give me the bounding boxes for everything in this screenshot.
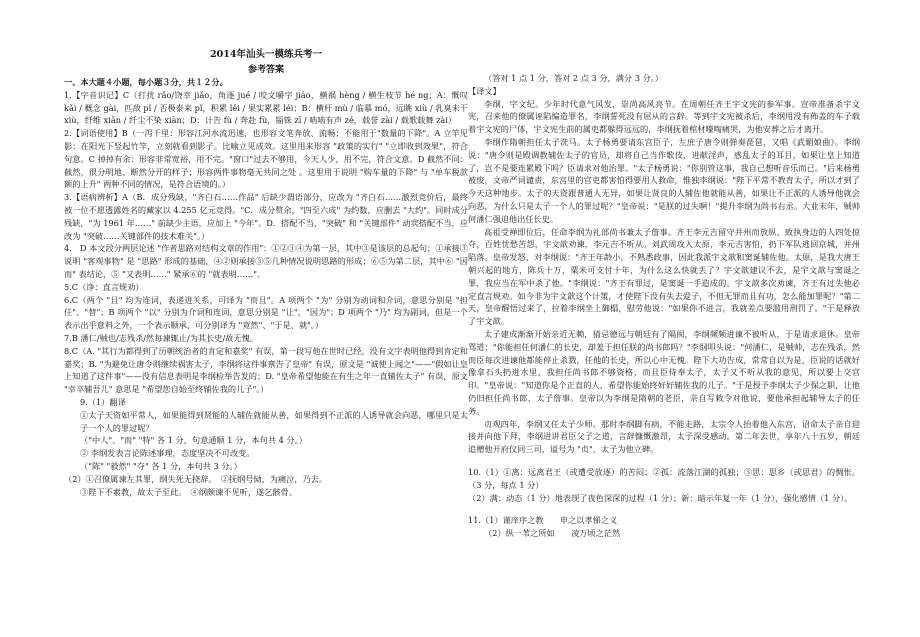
right-paragraph: 高祖受禅即位后，任命李纲为礼部尚书兼太子詹事。齐王李元吉留守并州而放纵，致执身边的人四处掠夺，百姓忧愁苦怨，宇文歆劝谏，李元吉不听从。刘武周攻入太原，李元吉害怕，扔下军队逃回京城，并州陷落。皇帝发怒，对李纲说："齐王年龄小，不熟悉政事，因此我派宇文歆和窦诞辅佐他。太原，是我大唐王朝兴起的地方，陈兵十万，粟米可支付十年，为什么这么快就丢了？宇文歆建议不去，是宇文歆与窦诞之罪，我应当在军中杀了他。"李纲说："齐王有罪过，是窦诞一手造成的。宇文歆多次劝谏，齐王有过失他必定直言规劝。如今非为宇文歆这个计策，才使陛下没有失去爱子，不但无罪而且有功，怎么能加罪呢？"第二天，皇帝醒悟过来了，拉着李纲坐上御榻，慰劳他说："如果你不进言，我就差点要滥用刑罚了。"于是释放了宇文歆。 [468, 226, 860, 327]
left-paragraph: 9.（1）翻译 [80, 396, 126, 407]
right-paragraph: （答对 1 点 1 分，答对 2 点 3 分，满分 3 分。） [484, 73, 663, 83]
right-paragraph: （2）纵一苇之所如 凌万顷之茫然 [484, 528, 621, 539]
left-paragraph: 7.B 潘仁/贼也/志残杀/然每谏辄止/为其长史/故无愧。 [64, 332, 258, 343]
page-subtitle: 参考答案 [247, 65, 284, 75]
right-paragraph: （2）满：动态（1 分）地表现了夜色深深的过程（1 分）；新：暗示年复一年（1 分），强化感情（1 分）。 [468, 492, 853, 503]
left-paragraph: 6.C（两个 "且" 均为连词，表递进关系，可译为 "而且"。A 项两个 "为" 分别为动词和介词，意思分别是 "担任"、"替"；B 项两个 "以" 分别为介词和连词，意思分别是 "让"，"因为"；D 项两个 "乃" 均为副词，但是一个表示出乎意料之外，一个表示顺承，可分别译为 "竟然"、"于是、就"。） [64, 294, 468, 331]
right-paragraph: 李纲，字文纪。少年时代意气风发，崇尚高风亮节。在周朝任齐王宇文宪的参军事。宣帝准备杀宇文宪，召来他的僚属诬陷编造罪名，李纲誓死没有屈从的言辞。等到宇文宪被杀后，李纲用没有佈盖的车子载着宇文宪的尸体，宇文宪生前的属吏都躲得远远的，李纲抚着棺材嚎啕痛哭，为他安葬之后才离开。 [468, 98, 860, 135]
right-paragraph: 李纲作隋朝担任太子洗马。太子杨勇要请东宫臣子，左庶子唐令则弹奏琵琶，又唱《武媚娘曲》。李纲说："唐令则是殿调教辅佐太子的官员，却将自己当作歌伎，进献淫声，惑乱太子的耳目，如果让皇上知道了，岂不是要连累殿下吗？臣请求对他治罪。"太子杨勇说："你别管这事，我自己想听音乐而已。"后来杨勇被废，文帝严词谴责，东宫里的官吏都害怕得要用人救命，惟独李纲说："陛下平常不教育太子，所以才到了今天这种地步。太子的天资跟普通人无异，如果让贤良的人辅佐他就能从善，如果让不正派的人诱导他就会向恶，为什么只是太子一个人的罪过呢？"皇帝说："是朕的过失啊！"提升李纲为尚书右丞。大业末年，贼帅何潘仁强迫他出任长史。 [468, 136, 860, 224]
right-paragraph: 太子建成渐渐开始亲近无赖，猜忌德远与朝廷有了隔阂，李纲频频进谏不被听从，于是请求退休。皇帝骂道："你能担任何潘仁的长史，却羞于担任朕的尚书郎吗？"李纲叩头说："何潘仁，是贼帅，志在残杀，然而臣每次进谏他都能停止杀戮，任他的长史，所以心中无愧。陛下大功告成，常常自以为是，臣说的话就好像拿石头扔进水里，我担任尚书郎不够资格，而且臣侍奉太子，太子又不听从我的意见，所以要上交官印。"皇帝说："知道你是个正直的人，希望你能始终好好辅佐我的儿子。"于是授予李纲太子少保之职，让他仍旧担任尚书郎、太子詹事。皇帝以为李纲是隋朝的老臣，亲自写敕令对他说，要他承担起辅导太子的任务。 [468, 328, 860, 416]
left-paragraph: （"中人"、"而" "特" 各 1 分，句意通顺 1 分，本句共 4 分。） [80, 435, 307, 446]
right-paragraph: 贞观四年，李纲又任太子少师。那时李纲脚有病，不能走路，太宗令人抬着他入东宫，诏命太子亲自迎接并向他下拜，李纲进讲君臣父子之道，言辞慷慨激昂，太子深受感动。第二年去世，享年八十五岁，朝廷追赠他开府仪同三司，谥号为 "贞"，太子为他立碑。 [468, 418, 860, 455]
right-column [468, 72, 860, 540]
left-paragraph: 1.【字音识记】C（打扰 rǎo/饶幸 jiǎo，角逐 jué / 咬文嚼字 jiáo，横祸 hèng / 横生枝节 hé ng；A：慨叹 kǎi / 概念 gài，匹敌 pǐ / 否极泰来 pǐ，积累 lěi / 果实累累 léi；B：横杆 mù / 临摹 mó，远眺 xiù / 乳臭未干 xiù，纤维 xiān / 纤尘不染 xiān；D：计告 fù / 奔赴 fù，锱铢 zī / 啮啮有声 zé，载誉 zài / 载歌载舞 zài） [64, 89, 468, 126]
left-paragraph: 4. D 本文段分两层论述 "作者思路对结构文章的作用"：①②③④为第一层，其中③是该层的总起句；①承接③说明 "客观事物" 是 "思路" 形成的基础，④②则承接③⑤几种情况说明思路的形成；⑥⑤为第二层，其中⑥ "因而" 表结论，⑤ "又表明……" 紧承⑥的 "就表明……"。 [64, 243, 468, 279]
left-column [64, 76, 468, 498]
left-paragraph: 8.C（A. "其行为都得到了历朝统治者的肯定和嘉奖" 有误，第一段写他在世时已经，没有文字表明他得到肯定和嘉奖；B. "为避免让唐令则继续祸害太子，李纲将这件事禀告了皇帝" 有误，原文是 "诚使上闻之"——"假如让皇上知道了这件事"——没有信息表明是李纲检举告发的；D. "皇帝希望他能在有生之年一直辅佐太子" 有误，原文 "幸卒辅吾儿" 意思是 "希望您自始至终辅佐我的儿子"。） [64, 345, 468, 395]
left-paragraph: （2）①召僚属谏左其罪，纲失死无挠辞。 ②抚纲号恸，为痛泣，乃去。 [64, 473, 328, 484]
right-paragraph [468, 504, 860, 514]
left-paragraph: 一、本大题４小题，每小题３分，共１２分。 [64, 77, 228, 87]
left-paragraph: 2.【词语使用】B（一泻千里：形容江河水流迅速，也形容文笔奔放、流畅；不能用于"数量的下降"。A 立竿见影：在阳光下竖起竹竿，立刻就看到影子。比喻立见成效。这里用来形容 "政策的实行" "立即收到效果"，符合句意。C 掉掉有余：形容非常宽裕，用不完。"窗口"过去不够用，今天人少，用不完，符合文意。D 截然不同：截然，很分明地、断然分开的样子；形容两件事物毫无共同之处 。这里用于说明 "购车量的下降" 与 "单车税款额的上升" 两种不同的情况，是符合语境的。） [64, 128, 468, 190]
right-paragraph: 11.（1）谨庠序之教 申之以孝悌之义 [468, 515, 618, 526]
right-paragraph: 10.（1）①离：远离君王（或遭受放逐）的苦闷；②孤：流落江湖的孤独；③思：思乡（或思君）的惆怅。（3 分，每点 1 分） [468, 466, 860, 490]
left-paragraph: 5.C（诤：直言规劝） [64, 281, 144, 292]
left-paragraph: ①太子天资如平常人，如果能得到贤能的人辅佐就能从善，如果得到不正派的人诱导就会向恶，哪里只是太子一个人的罪过呢？ [80, 409, 468, 433]
left-paragraph: ③陛下不素教，故太子至此。 ④纲颇谏不见听，遂乞骸骨。 [80, 486, 297, 497]
left-paragraph: ② 李纲发表言论陈述事理，态度坚决不可改变。 [80, 448, 255, 459]
page-title: 2014年汕头一模练兵考一 [210, 49, 322, 60]
right-paragraph: 【译文】 [468, 85, 501, 96]
left-paragraph: （"陈" "毅然" "夺" 各 1 分，本句共 3 分。） [80, 460, 242, 471]
left-paragraph: 3.【语病辨析】A（B．成分残缺，"齐白石……作品" 后缺少谓语部分，应改为 "齐白石……激烈竞价后，最终被一位不愿透露姓名的藏家以 4.255 亿元竞得。"C．成分赘余，"四至六成" 为约数，应删去 "大约"。同时成分残缺，"为 1961 年……" 前缺少主语，应加上 "今年"。D．搭配不当，"突破" 和 "关键部件" 动宾搭配不当，应改为 "突破……关键部件的技术难关"。） [64, 192, 468, 241]
right-paragraph [468, 456, 860, 466]
